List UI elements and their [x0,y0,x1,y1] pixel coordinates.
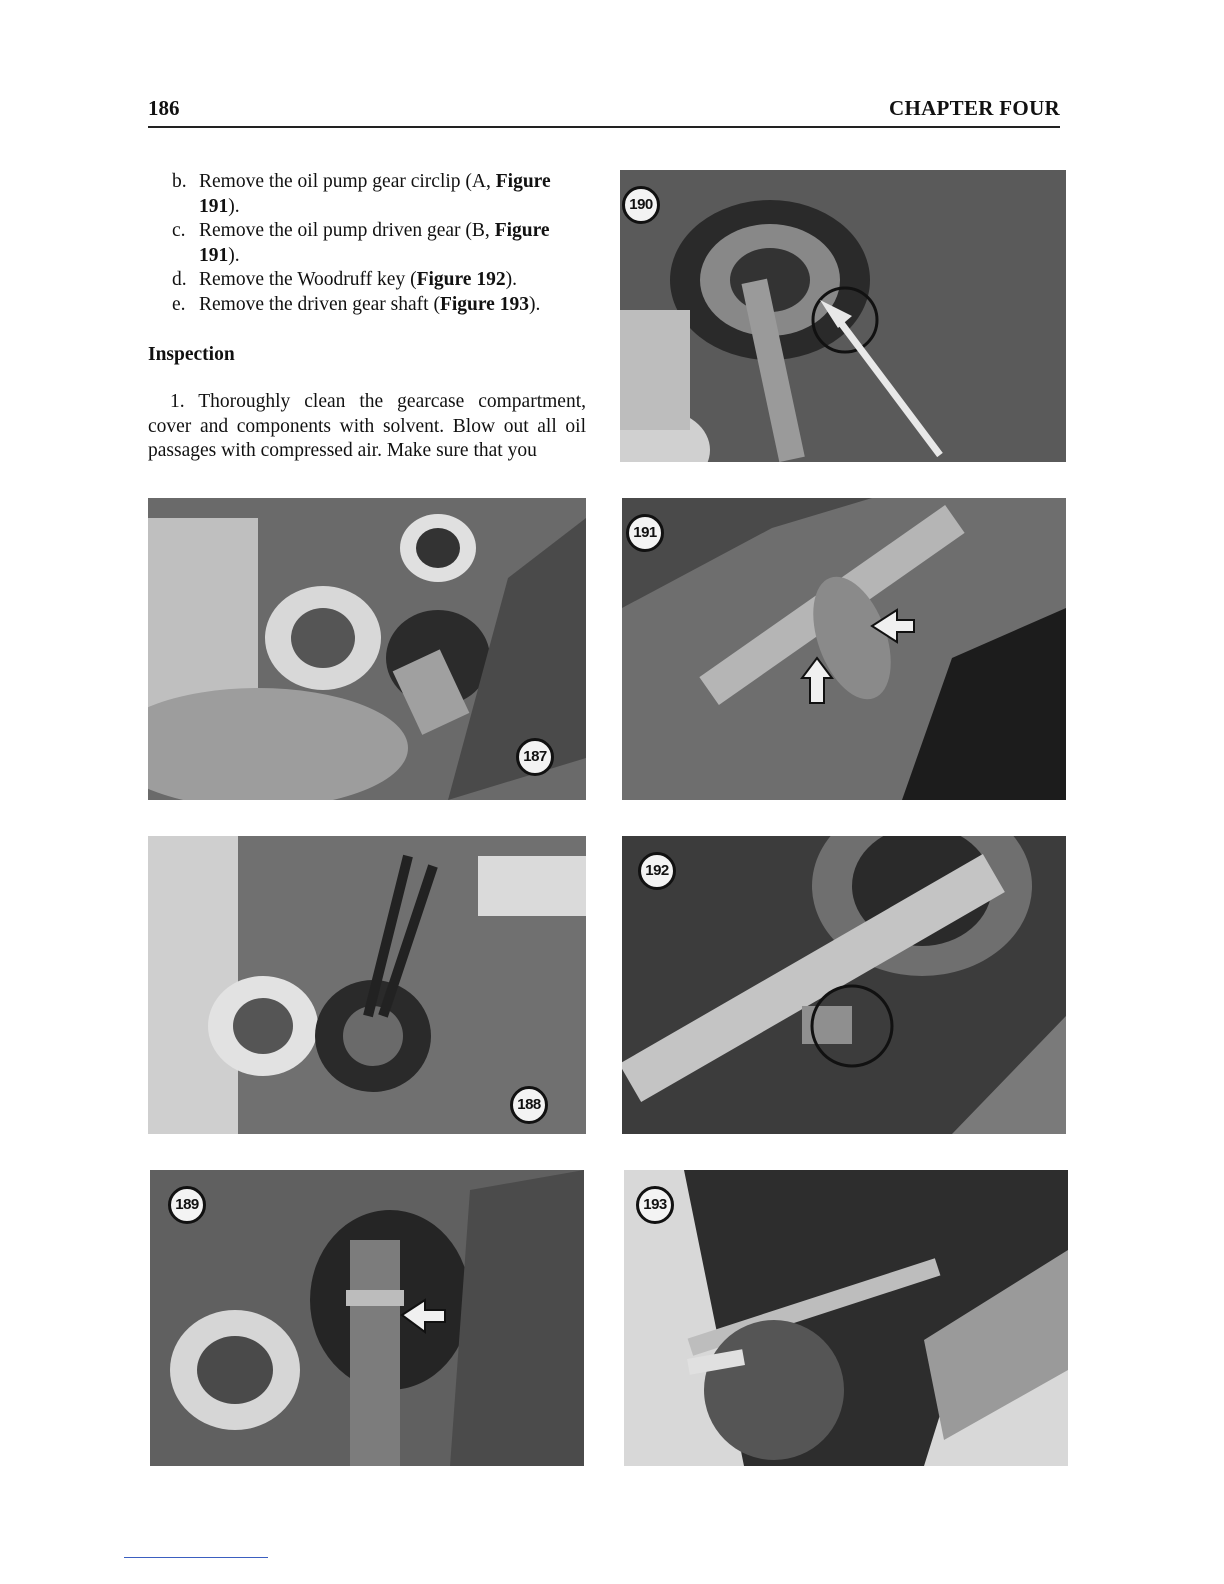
figure-reference: Figure 193 [439,293,529,315]
figure-reference: Figure 192 [416,269,506,290]
page-header [148,94,1060,128]
figure-reference: Figure 191 [199,171,551,217]
step-item: b. Remove the oil pump gear circlip (A, Figure 191). [172,171,551,217]
figure-number-badge: 192 [638,852,676,890]
figure-number-badge: 187 [516,738,554,776]
figure-number-badge: 189 [168,1186,206,1224]
figure-187-photo [148,498,586,800]
figure-190-photo [620,170,1066,462]
circlip-shaft-illustration [150,1170,584,1466]
step-item: d. Remove the Woodruff key (Figure 192). [172,269,517,290]
procedure-steps [172,170,586,317]
section-heading: Inspection [148,344,235,365]
figure-number-badge: 193 [636,1186,674,1224]
figure-number-badge: 191 [626,514,664,552]
figure-189-photo [150,1170,584,1466]
woodruff-key-illustration [622,836,1066,1134]
step-item: e. Remove the driven gear shaft (Figure 193). [172,293,541,315]
figure-188-photo [148,836,586,1134]
body-paragraph: 1. Thoroughly clean the gearcase compartment, cover and components with solvent. Blow out all oil passages with compressed air. Make sure that you [148,391,586,461]
shaft-seal-illustration [620,170,1066,462]
step-item: c. Remove the oil pump driven gear (B, Figure 191). [172,220,550,266]
figure-192-photo [622,836,1066,1134]
figure-193-photo [624,1170,1068,1466]
figure-number-badge: 188 [510,1086,548,1124]
figure-reference: Figure 191 [199,220,550,266]
page-number: 186 [148,96,180,120]
chapter-title: CHAPTER FOUR [888,96,1060,120]
footnote-rule [124,1557,268,1558]
pump-gear-illustration [622,498,1066,800]
gear-shaft-removal-illustration [624,1170,1068,1466]
figure-191-photo [622,498,1066,800]
figure-number-badge: 190 [622,186,660,224]
